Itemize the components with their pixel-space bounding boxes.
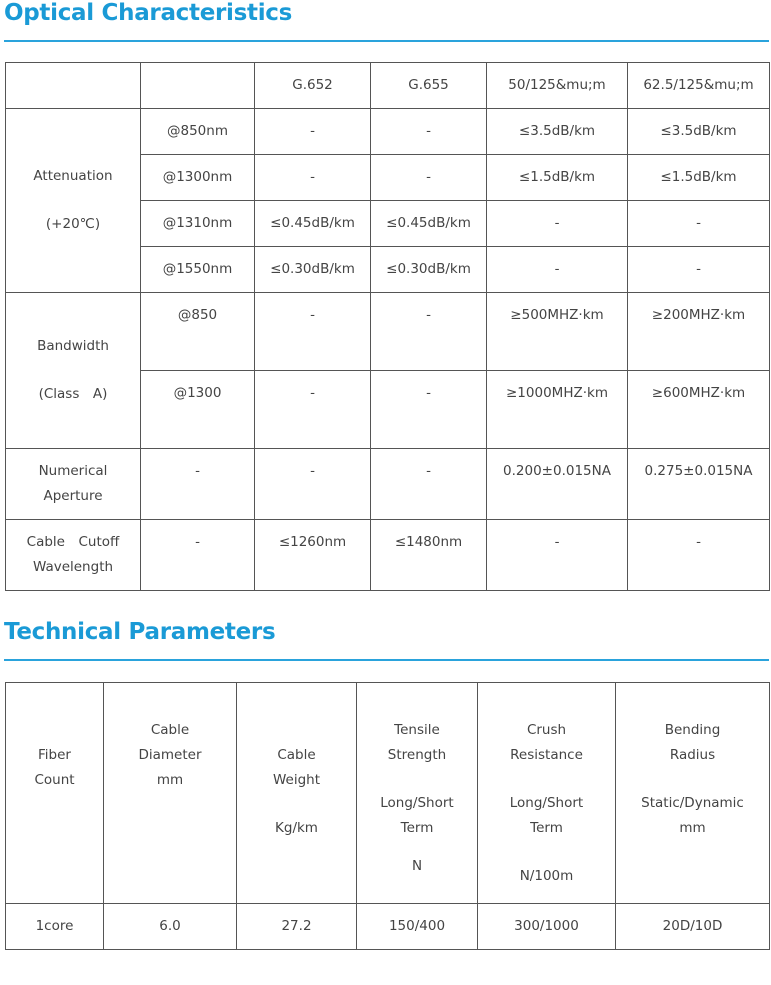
bandwidth-label-cell <box>6 293 141 449</box>
spacer <box>481 841 612 864</box>
spacer <box>481 768 612 791</box>
table-cell: - <box>255 371 371 449</box>
bending-radius-value: 20D/10D <box>616 904 770 950</box>
optical-characteristics-title: Optical Characteristics <box>4 0 293 26</box>
technical-parameters-title: Technical Parameters <box>4 619 276 645</box>
header-line: N <box>411 858 423 874</box>
table-cell: ≥200MHZ·km <box>628 293 770 371</box>
table-cell: - <box>255 449 371 520</box>
header-line: mm <box>679 820 706 836</box>
table-cell: - <box>371 449 487 520</box>
header-line: Radius <box>669 747 716 763</box>
header-line: Diameter <box>138 747 202 763</box>
optical-header-row <box>6 63 770 109</box>
header-line: Resistance <box>510 747 583 763</box>
table-row <box>6 904 770 950</box>
table-cell: - <box>141 449 255 520</box>
table-cell: 0.275±0.015NA <box>628 449 770 520</box>
wavelength-cell: @1550nm <box>141 247 255 293</box>
header-line: Bending <box>664 722 721 738</box>
label-line: Wavelength <box>32 559 114 575</box>
table-cell: - <box>141 520 255 591</box>
table-row <box>6 109 770 155</box>
table-cell: - <box>255 155 371 201</box>
header-line: Kg/km <box>275 820 318 836</box>
wavelength-cell: @850 <box>141 293 255 371</box>
crush-resistance-value: 300/1000 <box>478 904 616 950</box>
table-cell: ≥500MHZ·km <box>487 293 628 371</box>
spacer <box>360 841 474 854</box>
header-g652: G.652 <box>255 63 371 109</box>
cable-cutoff-wavelength-label <box>6 520 141 591</box>
table-cell: - <box>371 155 487 201</box>
table-cell: 0.200±0.015NA <box>487 449 628 520</box>
table-cell: ≤0.30dB/km <box>255 247 371 293</box>
cable-diameter-header <box>104 683 237 904</box>
table-cell: ≤3.5dB/km <box>487 109 628 155</box>
header-line: Crush <box>526 722 567 738</box>
bandwidth-class: (Class A) <box>38 386 108 402</box>
header-line: Cable <box>277 747 316 763</box>
table-cell: - <box>255 109 371 155</box>
table-cell: - <box>255 293 371 371</box>
cable-diameter-value: 6.0 <box>104 904 237 950</box>
fiber-count-value: 1core <box>6 904 104 950</box>
cable-weight-header <box>237 683 357 904</box>
table-cell: - <box>487 201 628 247</box>
header-50-125: 50/125&mu;m <box>487 63 628 109</box>
numerical-aperture-label <box>6 449 141 520</box>
crush-resistance-header <box>478 683 616 904</box>
header-cell-blank-2 <box>141 63 255 109</box>
wavelength-cell: @1300nm <box>141 155 255 201</box>
technical-title-rule <box>4 659 769 661</box>
table-cell: ≤0.30dB/km <box>371 247 487 293</box>
label-line: Cable Cutoff <box>26 534 120 550</box>
header-62-5-125: 62.5/125&mu;m <box>628 63 770 109</box>
table-cell: ≤0.45dB/km <box>371 201 487 247</box>
attenuation-label-cell <box>6 109 141 293</box>
technical-parameters-table <box>5 682 770 950</box>
tensile-strength-header <box>357 683 478 904</box>
spacer <box>240 793 353 816</box>
table-cell: - <box>628 520 770 591</box>
table-cell: - <box>487 247 628 293</box>
wavelength-cell: @850nm <box>141 109 255 155</box>
table-cell: ≤1480nm <box>371 520 487 591</box>
header-line: Count <box>34 772 75 788</box>
table-cell: - <box>628 201 770 247</box>
cable-weight-value: 27.2 <box>237 904 357 950</box>
header-line: Weight <box>272 772 321 788</box>
label-line: Numerical <box>38 463 108 479</box>
tensile-strength-value: 150/400 <box>357 904 478 950</box>
spacer <box>9 189 137 212</box>
table-cell: ≤1.5dB/km <box>487 155 628 201</box>
header-line: Fiber <box>38 747 71 763</box>
attenuation-temperature: (+20℃) <box>45 216 101 232</box>
header-line: Cable <box>150 722 190 738</box>
header-line: Long/Short <box>509 795 584 811</box>
header-line: Term <box>530 820 563 836</box>
table-cell: - <box>371 293 487 371</box>
wavelength-cell: @1300 <box>141 371 255 449</box>
bandwidth-label: Bandwidth <box>37 338 109 354</box>
header-line: Static/Dynamic <box>641 795 744 811</box>
label-line: Aperture <box>43 488 103 504</box>
table-cell: ≤3.5dB/km <box>628 109 770 155</box>
table-cell: ≥1000MHZ·km <box>487 371 628 449</box>
spacer <box>9 359 137 382</box>
header-g655: G.655 <box>371 63 487 109</box>
header-line: Long/Short <box>380 795 454 811</box>
spacer <box>360 768 474 791</box>
bending-radius-header <box>616 683 770 904</box>
header-line: Strength <box>387 747 447 763</box>
spacer <box>619 768 766 791</box>
wavelength-cell: @1310nm <box>141 201 255 247</box>
table-cell: ≤1.5dB/km <box>628 155 770 201</box>
table-cell: ≥600MHZ·km <box>628 371 770 449</box>
fiber-count-header <box>6 683 104 904</box>
table-row <box>6 293 770 371</box>
table-cell: ≤1260nm <box>255 520 371 591</box>
header-line: Term <box>400 820 434 836</box>
table-row <box>6 449 770 520</box>
optical-characteristics-table <box>5 62 770 591</box>
attenuation-label: Attenuation <box>33 168 113 184</box>
header-line: mm <box>156 772 184 788</box>
technical-header-row <box>6 683 770 904</box>
table-cell: - <box>628 247 770 293</box>
table-cell: ≤0.45dB/km <box>255 201 371 247</box>
table-cell: - <box>371 371 487 449</box>
optical-title-rule <box>4 40 769 42</box>
header-line: Tensile <box>394 722 440 738</box>
header-cell-blank-1 <box>6 63 141 109</box>
table-cell: - <box>487 520 628 591</box>
table-row <box>6 520 770 591</box>
table-cell: - <box>371 109 487 155</box>
header-line: N/100m <box>519 868 574 884</box>
